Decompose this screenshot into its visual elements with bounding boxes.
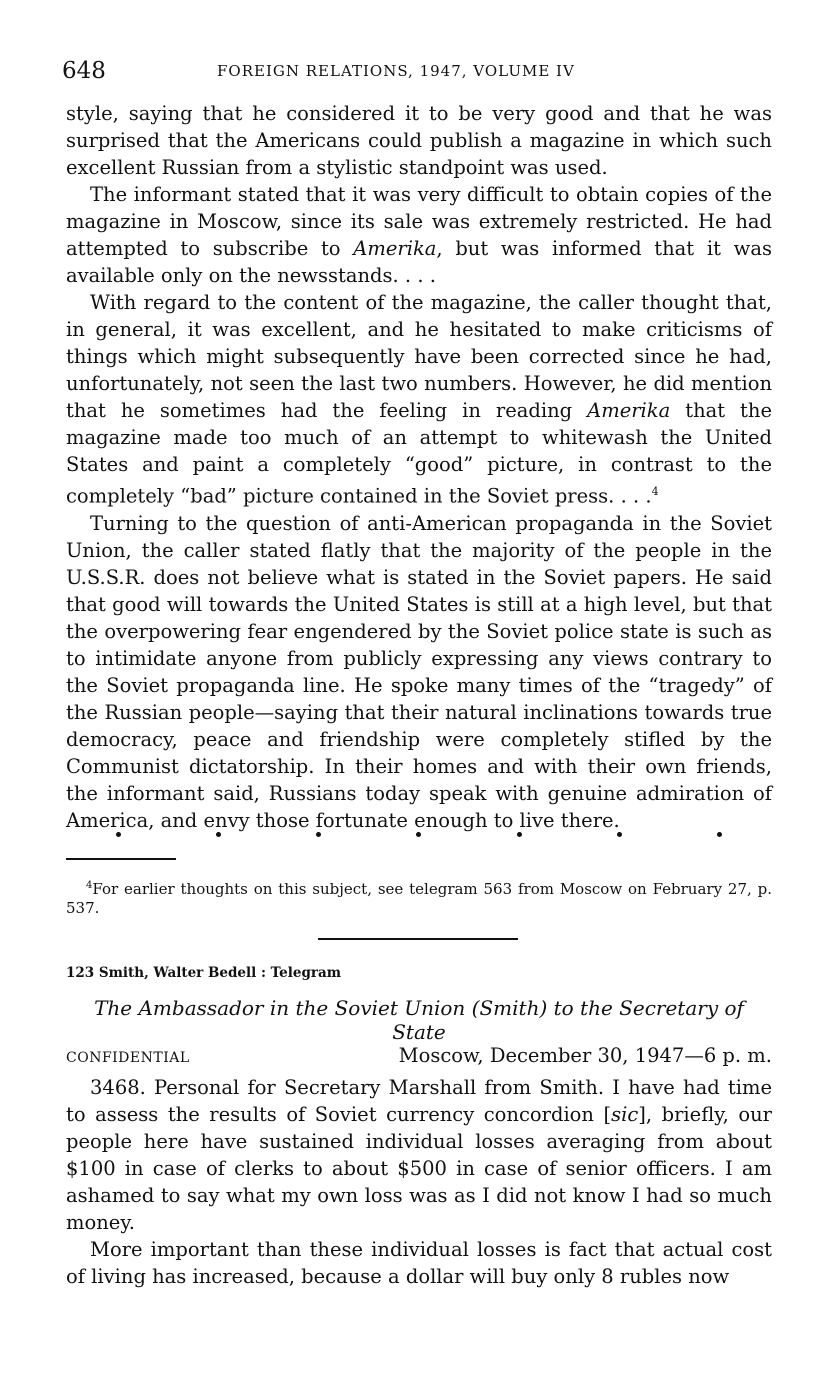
footnote-divider bbox=[66, 858, 176, 860]
footnote-text: For earlier thoughts on this subject, see telegram 563 from Moscow on February 27, p. 537. bbox=[66, 880, 772, 917]
page-number: 648 bbox=[62, 58, 106, 84]
telegram-paragraph-2: More important than these individual losses is fact that actual cost of living has increased, because a dollar will buy only 8 rubles now bbox=[66, 1238, 772, 1288]
body-text bbox=[66, 100, 772, 834]
magazine-title: Amerika bbox=[587, 399, 671, 422]
omission-dots bbox=[66, 832, 772, 837]
paragraph-1: style, saying that he considered it to be very good and that he was surprised that the Americans could publish a magazine in which such excellent Russian from a stylistic standpoint was used. bbox=[66, 102, 772, 179]
footnote-marker: 4 bbox=[86, 880, 93, 891]
classification-label: CONFIDENTIAL bbox=[66, 1050, 190, 1066]
telegram-paragraph-1: 3468. Personal for Secretary Marshall from Smith. I have had time to assess the results of Soviet currency concordion [sic], briefly, our people here have sustained individual losses averaging from about $100 in case of clerks to about $500 in case of senior officers. I am ashamed to say what my own loss was as I did not know I had so much money. bbox=[66, 1076, 772, 1234]
sic-note: sic bbox=[611, 1103, 639, 1126]
paragraph-4: Turning to the question of anti-American propaganda in the Soviet Union, the caller stated flatly that the majority of the people in the U.S.S.R. does not believe what is stated in the Soviet papers. He said that good will towards the United States is still at a high level, but that the overpowering fear engendered by the Soviet police state is such as to intimidate anyone from publicly expressing any views contrary to the Soviet propaganda line. He spoke many times of the “tragedy” of the Russian people—saying that their natural inclinations towards true democracy, peace and friendship were completely stifled by the Communist dictatorship. In their homes and with their own friends, the informant said, Russians today speak with genuine admiration of America, and envy those fortunate enough to live there. bbox=[66, 511, 772, 832]
section-divider bbox=[318, 938, 518, 940]
magazine-title: Amerika bbox=[353, 237, 437, 260]
telegram-text bbox=[66, 1074, 772, 1290]
running-head: FOREIGN RELATIONS, 1947, VOLUME IV bbox=[217, 62, 575, 80]
dateline bbox=[66, 1044, 772, 1072]
document-reference: 123 Smith, Walter Bedell : Telegram bbox=[66, 965, 342, 981]
date-place: Moscow, December 30, 1947—6 p. m. bbox=[398, 1044, 772, 1067]
footnote bbox=[66, 876, 772, 918]
document-title: The Ambassador in the Soviet Union (Smith) to the Secretary of State bbox=[94, 996, 744, 1044]
page-header bbox=[62, 58, 774, 86]
footnote-ref: 4 bbox=[651, 485, 659, 498]
paragraph-3: With regard to the content of the magazine, the caller thought that, in general, it was excellent, and he hesitated to make criticisms of things which might subsequently have been corrected since he had, unfortunately, not seen the last two numbers. However, he did mention that he sometimes had the feeling in reading Amerika that the magazine made too much of an attempt to whitewash the United States and paint a completely “good” picture, in contrast to the completely “bad” picture contained in the Soviet press. . . .$^4$ bbox=[66, 291, 772, 508]
paragraph-2: The informant stated that it was very difficult to obtain copies of the magazine in Moscow, since its sale was extremely restricted. He had attempted to subscribe to Amerika, but was informed that it was available only on the newsstands. . . . bbox=[66, 183, 772, 287]
